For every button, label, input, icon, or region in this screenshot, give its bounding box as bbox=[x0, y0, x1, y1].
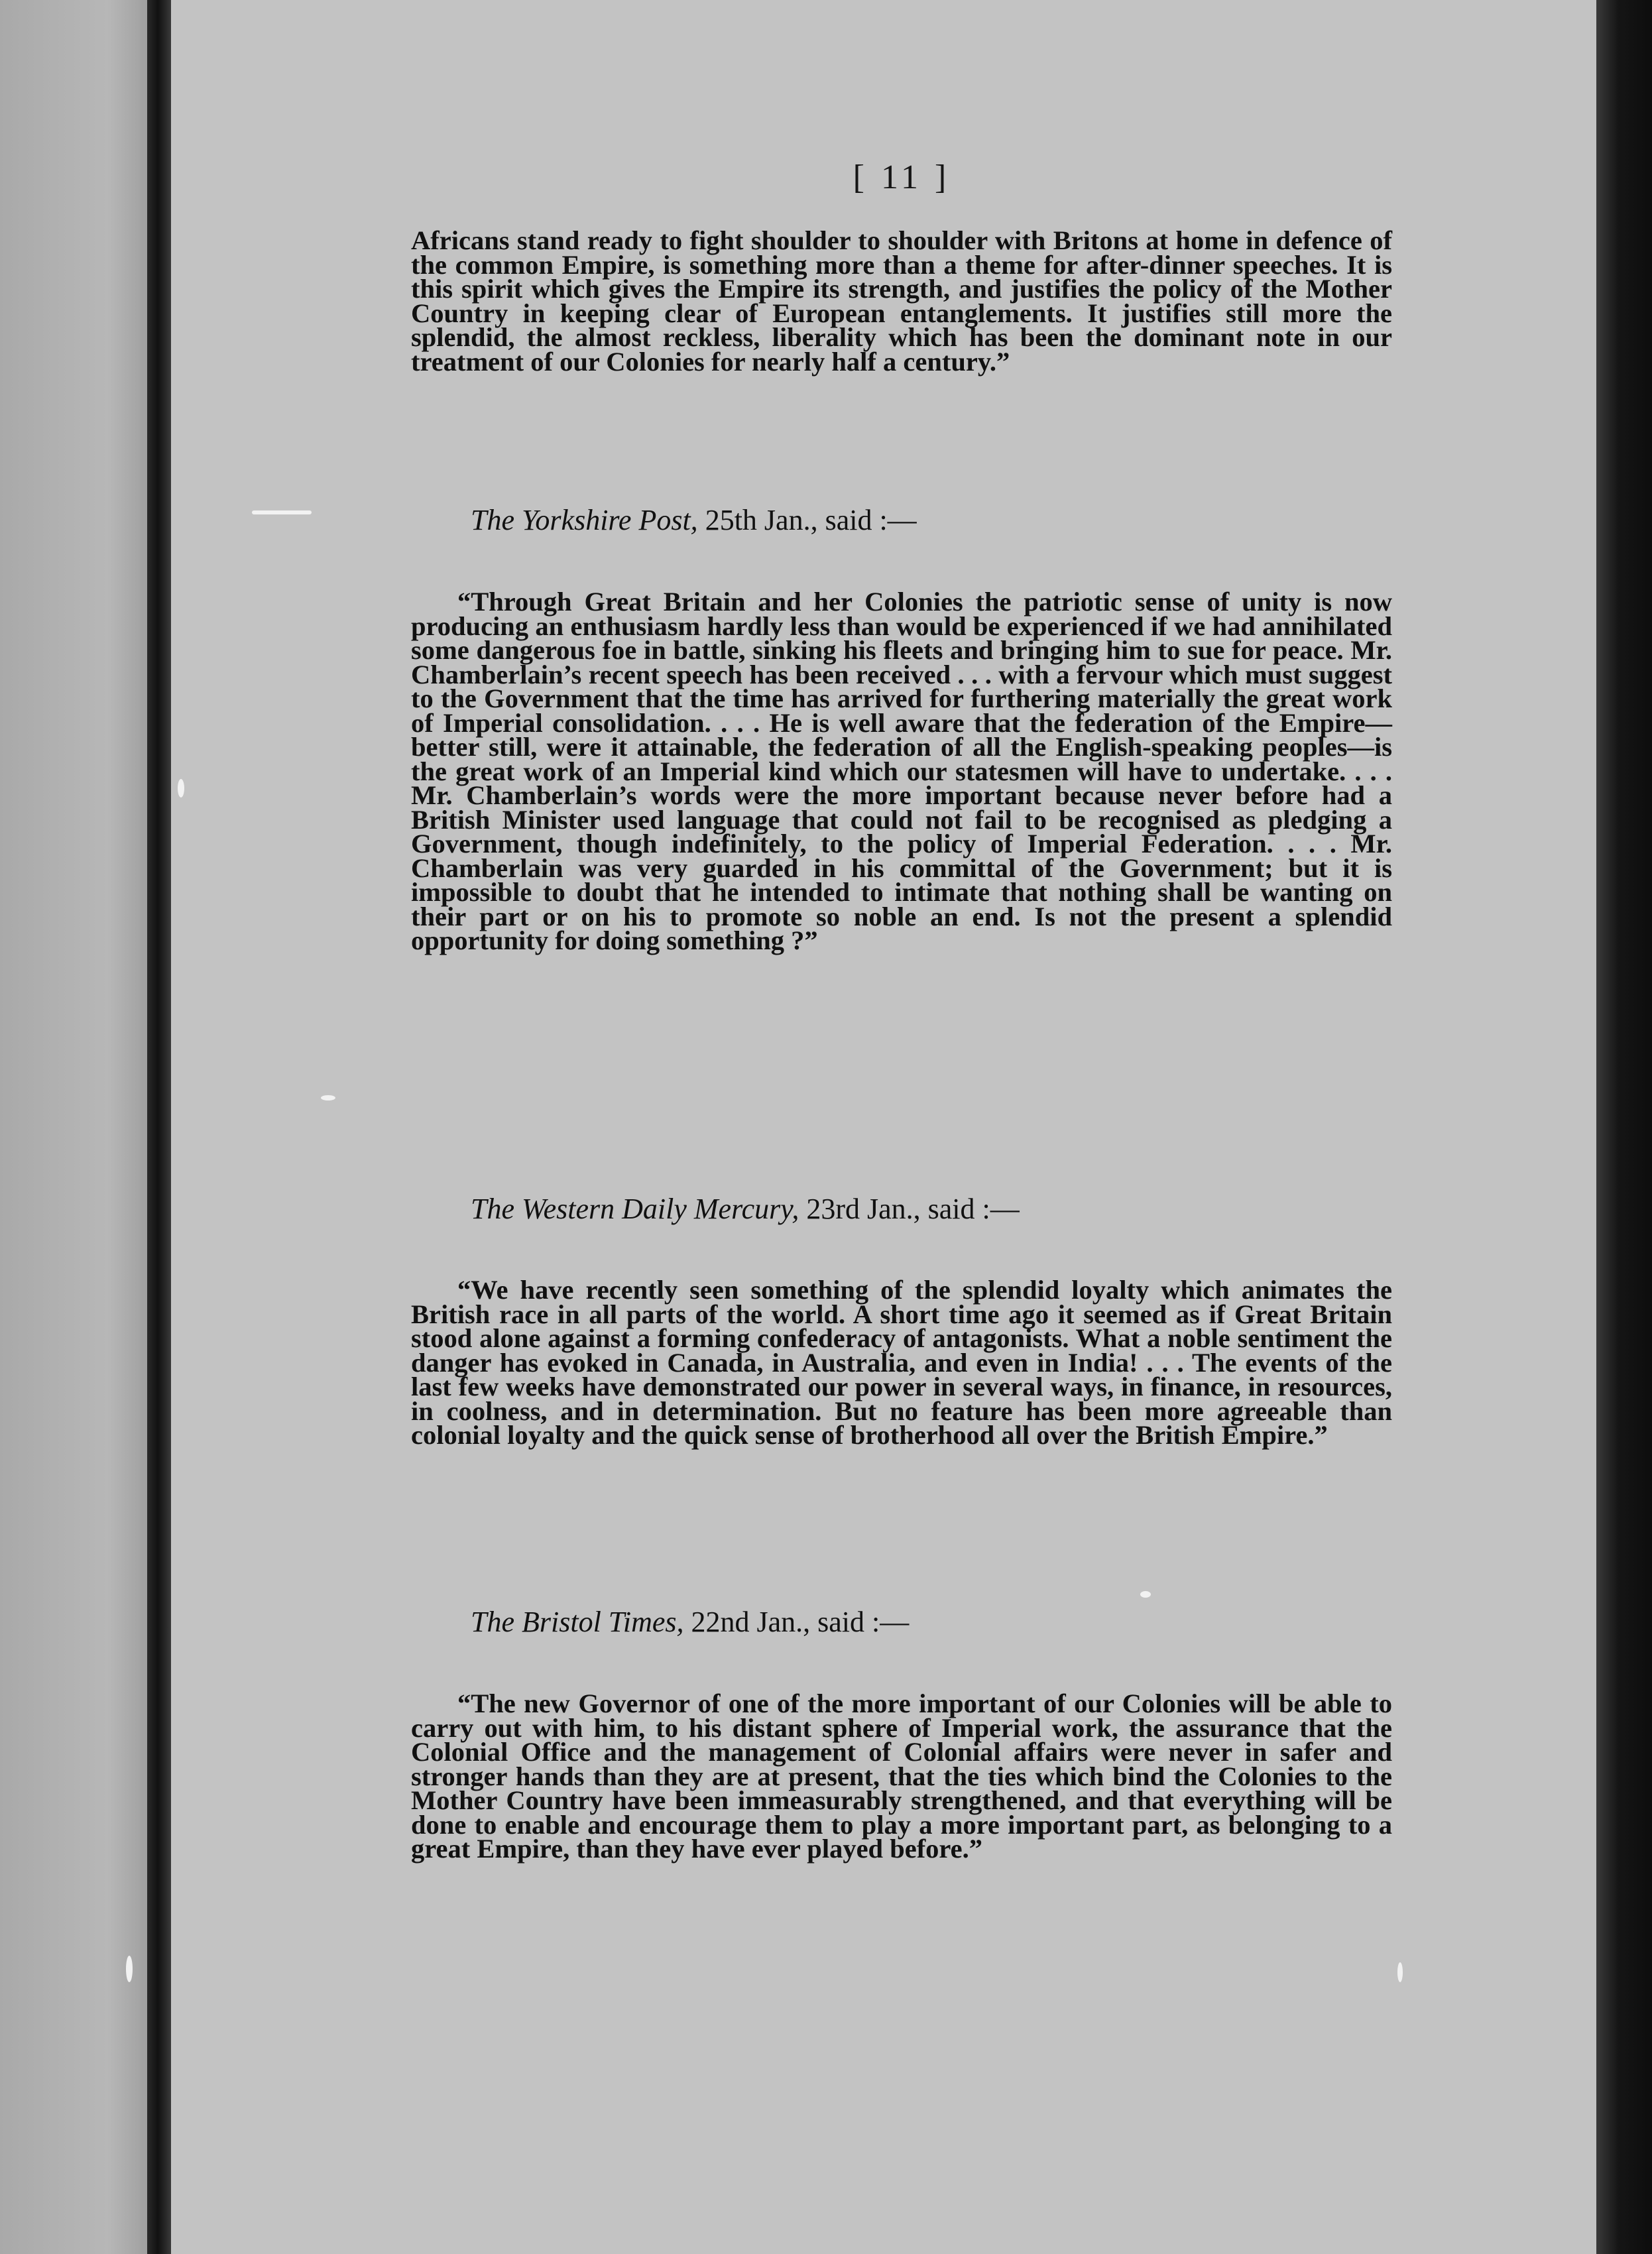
scan-speck bbox=[1397, 1962, 1403, 1982]
scan-speck bbox=[126, 1956, 133, 1982]
newspaper-name: The Bristol Times, bbox=[471, 1606, 684, 1638]
quote-text: “The new Governor of one of the more important of our Colonies will be able to carry out with him, to his distant sphere of Imperial work, the assurance that the Colonial Office and the management of Colonial affairs were never in safer and stronger hands than they are at present, that the ties which bind the Colonies to the Mother Country have been immeasurably strengthened, and that everything will be done to enable and encourage them to play a more important part, as belonging to a great Empire, than they have ever played before.” bbox=[411, 1689, 1392, 1864]
scan-speck bbox=[252, 510, 312, 514]
quote-block bbox=[411, 1689, 1392, 1864]
previous-page-edge bbox=[0, 0, 154, 2254]
source-date: 23rd Jan., said :— bbox=[799, 1193, 1020, 1225]
quote-continuation bbox=[411, 225, 1392, 377]
newspaper-name: The Western Daily Mercury, bbox=[471, 1193, 799, 1225]
scan-speck bbox=[178, 779, 184, 798]
scan-border bbox=[1596, 0, 1652, 2254]
source-date: 22nd Jan., said :— bbox=[683, 1606, 910, 1638]
page-number: [ 11 ] bbox=[853, 158, 951, 196]
source-attribution bbox=[411, 1193, 1392, 1225]
quote-text: Africans stand ready to fight shoulder to shoulder with Britons at home in defence of the common Empire, is something more than a theme for after-dinner speeches. It is this spirit which gives the Empire its strength, and justifies the policy of the Mother Country in keeping clear of European entanglements. It justifies still more the splendid, the almost reckless, liberality which has been the dominant note in our treatment of our Colonies for nearly half a century.” bbox=[411, 225, 1392, 377]
newspaper-name: The Yorkshire Post, bbox=[471, 504, 698, 536]
quote-text: “Through Great Britain and her Colonies the patriotic sense of unity is now producing an enthusiasm hardly less than would be experienced if we had annihilated some dangerous foe in battle, sinking his fleets and bringing him to sue for peace. Mr. Chamberlain’s recent speech has been received . . . with a fervour which must suggest to the Government that the time has arrived for furthering materially the great work of Imperial consolidation. . . . He is well aware that the federation of the Empire—better still, were it attainable, the federation of all the English-speaking peoples—is the great work of an Imperial kind which our statesmen will have to undertake. . . . Mr. Chamberlain’s words were the more important because never before had a British Minister used language that could not fail to be recognised as pledging a Government, though indefinitely, to the policy of Imperial Federation. . . . Mr. Chamberlain was very guarded in his committal of the Government; but it is impossible to doubt that he intended to intimate that nothing shall be wanting on their part or on his to promote so noble an end. Is not the present a splendid opportunity for doing something ?” bbox=[411, 587, 1392, 955]
source-date: 25th Jan., said :— bbox=[697, 504, 917, 536]
quote-text: “We have recently seen something of the splendid loyalty which animates the British race in all parts of the world. A short time ago it seemed as if Great Britain stood alone against a forming confederacy of antagonists. What a noble sentiment the danger has evoked in Canada, in Australia, and even in India! . . . The events of the last few weeks have demonstrated our power in several ways, in finance, in resources, in coolness, and in determination. But no feature has been more agreeable than colonial loyalty and the quick sense of brotherhood all over the British Empire.” bbox=[411, 1275, 1392, 1450]
scan-speck bbox=[1140, 1591, 1151, 1598]
quote-block bbox=[411, 587, 1392, 955]
scan-speck bbox=[321, 1095, 335, 1100]
book-gutter bbox=[147, 0, 171, 2254]
source-attribution bbox=[411, 1606, 1392, 1638]
quote-block bbox=[411, 1275, 1392, 1450]
source-attribution bbox=[411, 504, 1392, 536]
